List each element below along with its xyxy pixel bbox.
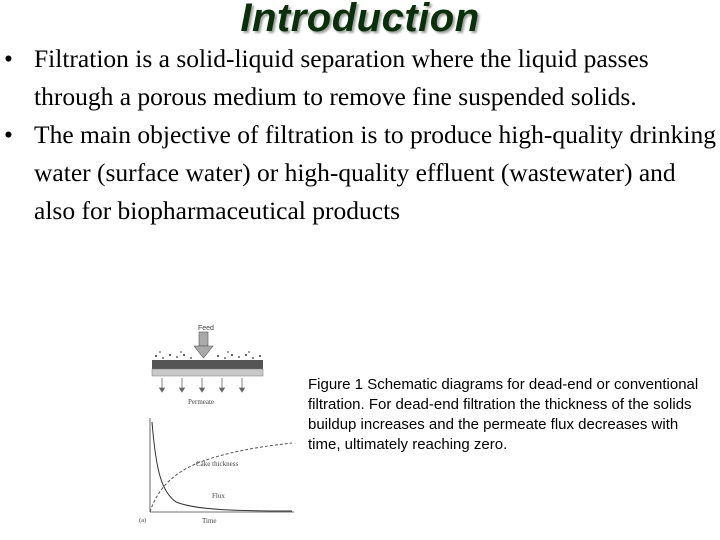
- feed-label: Feed: [198, 325, 214, 332]
- bullet-symbol: •: [4, 120, 13, 149]
- flux-label: Flux: [212, 492, 225, 500]
- cake-thickness-curve: [150, 443, 292, 512]
- permeate-label: Permeate: [188, 398, 215, 406]
- bullet-text: Filtration is a solid-liquid separation where the liquid passes through a porous medium to remove fine suspended solids.: [34, 44, 649, 111]
- bullet-text: The main objective of filtration is to produce high-quality drinking water (surface water) or high-quality effluent (wastewater) and also for biopharmaceutical products: [34, 120, 716, 225]
- figure-caption: Figure 1 Schematic diagrams for dead-end or conventional filtration. For dead-end filtration the thickness of the solids buildup increases and the permeate flux decreases with time, ultimately reaching zero.: [308, 376, 699, 453]
- dead-end-filtration-diagram: [136, 322, 296, 528]
- filter-cake: [152, 360, 263, 369]
- bullet-item: [0, 40, 720, 116]
- slide-title: Introduction: [240, 0, 480, 40]
- cake-thickness-label: Cake thickness: [196, 460, 239, 468]
- bullet-symbol: •: [4, 44, 13, 73]
- panel-label: (a): [139, 517, 147, 524]
- bullet-list: [0, 40, 720, 230]
- bullet-item: [0, 116, 720, 230]
- permeate-arrows: [160, 378, 245, 392]
- time-axis-label: Time: [202, 517, 217, 525]
- feed-arrow: [194, 332, 213, 358]
- filter-medium: [152, 369, 263, 376]
